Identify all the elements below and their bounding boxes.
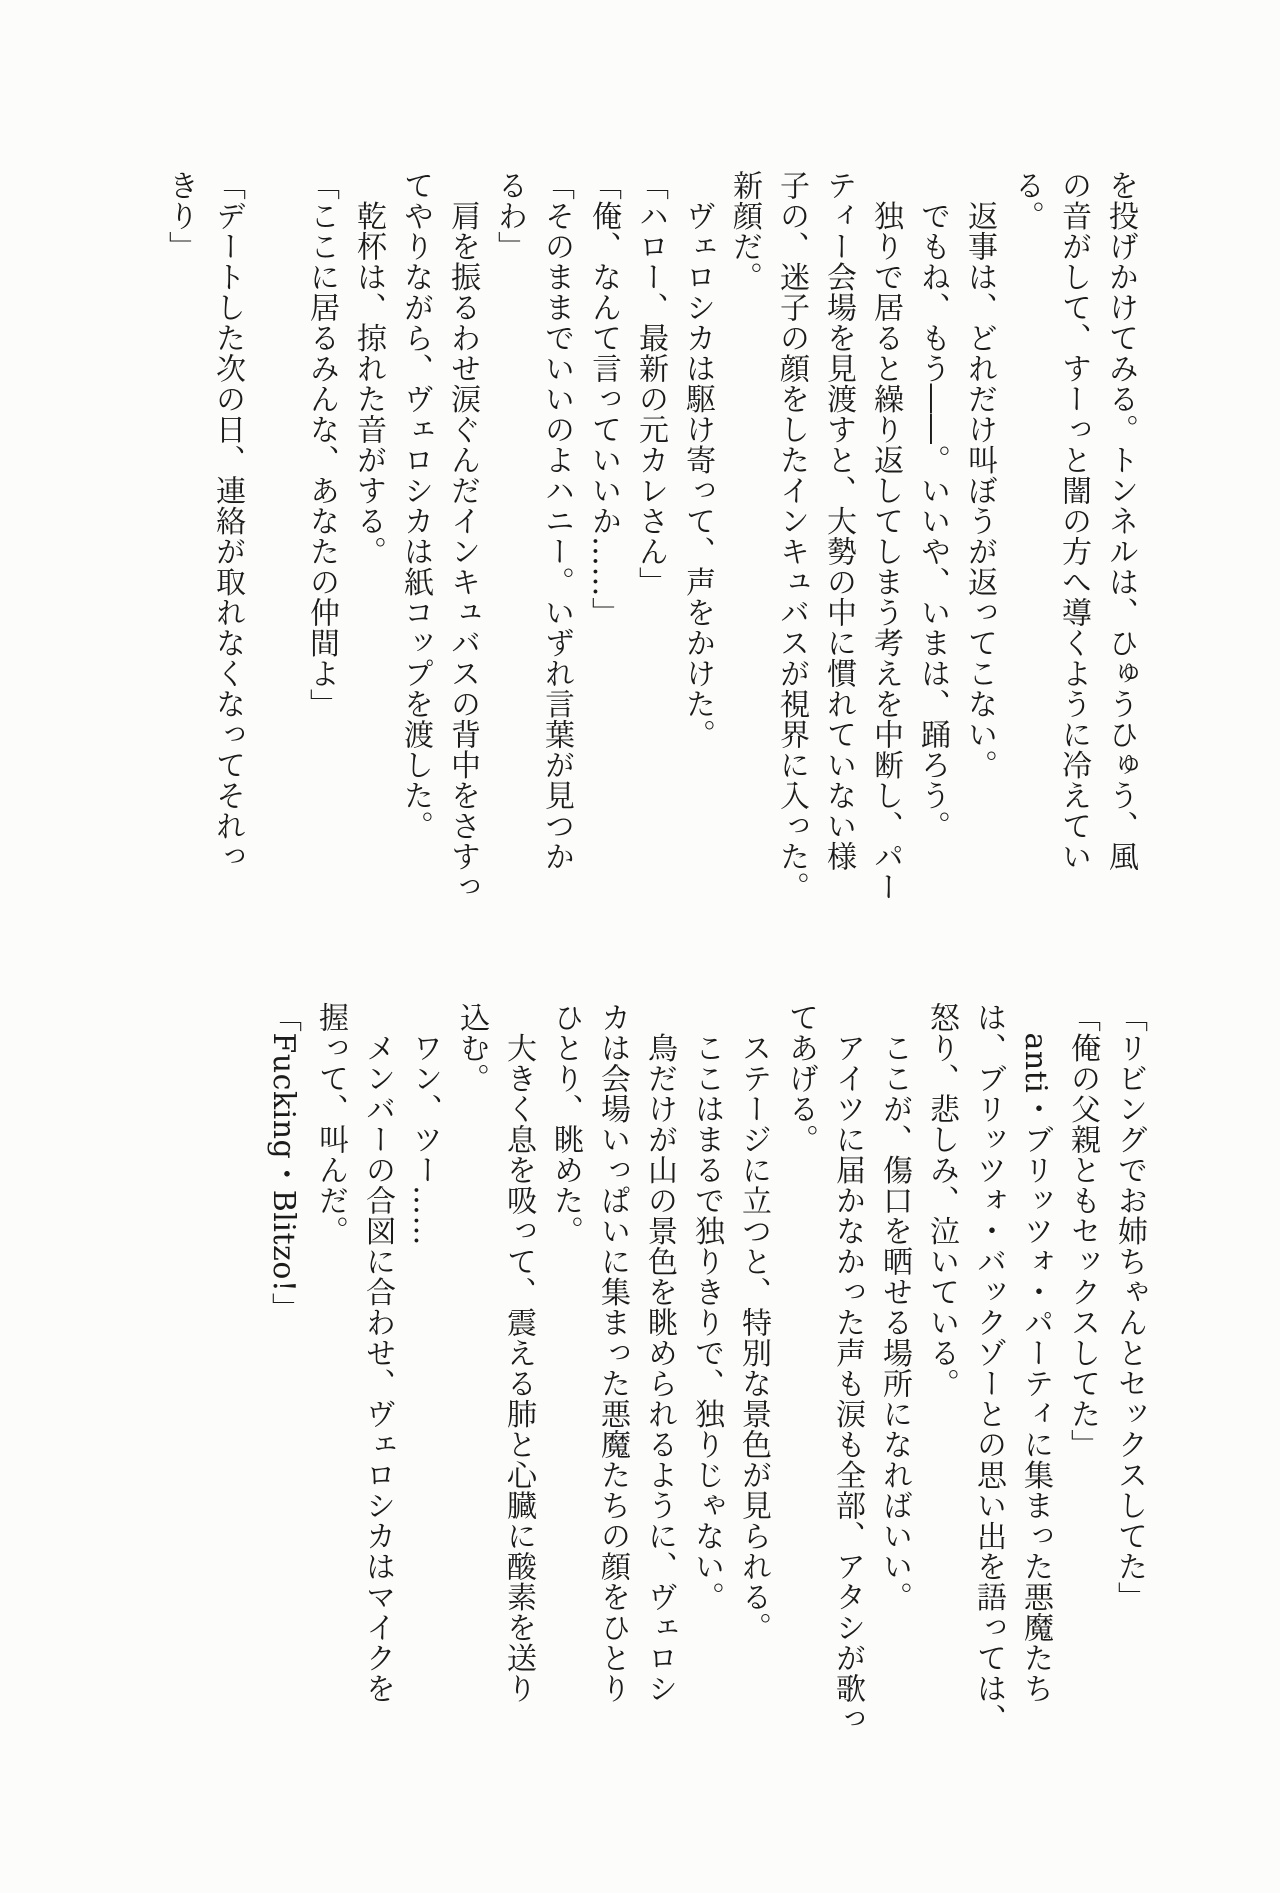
vertical-text-block-bottom: 「リビングでお姉ちゃんとセックスしてた」 「俺の父親ともセックスしてた」 anti・ブリッツォ・パーティに集まった悪魔たち は、ブリッツォ・バックゾーとの思い出を語っては、 怒り、悲しみ、泣いている。 ここが、傷口を晒せる場所になればいい。 アイツに届かなかった声も涙も全部、アタシが歌っ てあげる。 ステージに立つと、特別な景色が見られる。 ここはまるで独りきりで、独りじゃない。 鳥だけが山の景色を眺められるように、ヴェロシ カは会場いっぱいに集まった悪魔たちの顔をひとり ひとり、眺めた。 大きく息を吸って、震える肺と心臓に酸素を送り 込む。 ワン、ツー…… メンバーの合図に合わせ、ヴェロシカはマイクを 握って、叫んだ。 「Fucking・Blitzo!」: [266, 1002, 1147, 1734]
vertical-text-block-top: を投げかけてみる。トンネルは、ひゅうひゅう、風 の音がして、すーっと闇の方へ導くように冷えてい る。 返事は、どれだけ叫ぼうが返ってこない。 でもね、もう――。いいや、いまは、踊ろう。 独りで居ると繰り返してしまう考えを中断し、パー ティー会場を見渡すと、大勢の中に慣れていない様 子の、迷子の顔をしたインキュバスが視界に入った。 新顔だ。 ヴェロシカは駆け寄って、声をかけた。 「ハロー、最新の元カレさん」 「俺、なんて言っていいか……」 「そのままでいいのよハニー。いずれ言葉が見つか るわ」 肩を振るわせ涙ぐんだインキュバスの背中をさすっ てやりながら、ヴェロシカは紙コップを渡した。 乾杯は、掠れた音がする。 「ここに居るみんな、あなたの仲間よ」 「デートした次の日、連絡が取れなくなってそれっ きり」: [163, 170, 1138, 902]
